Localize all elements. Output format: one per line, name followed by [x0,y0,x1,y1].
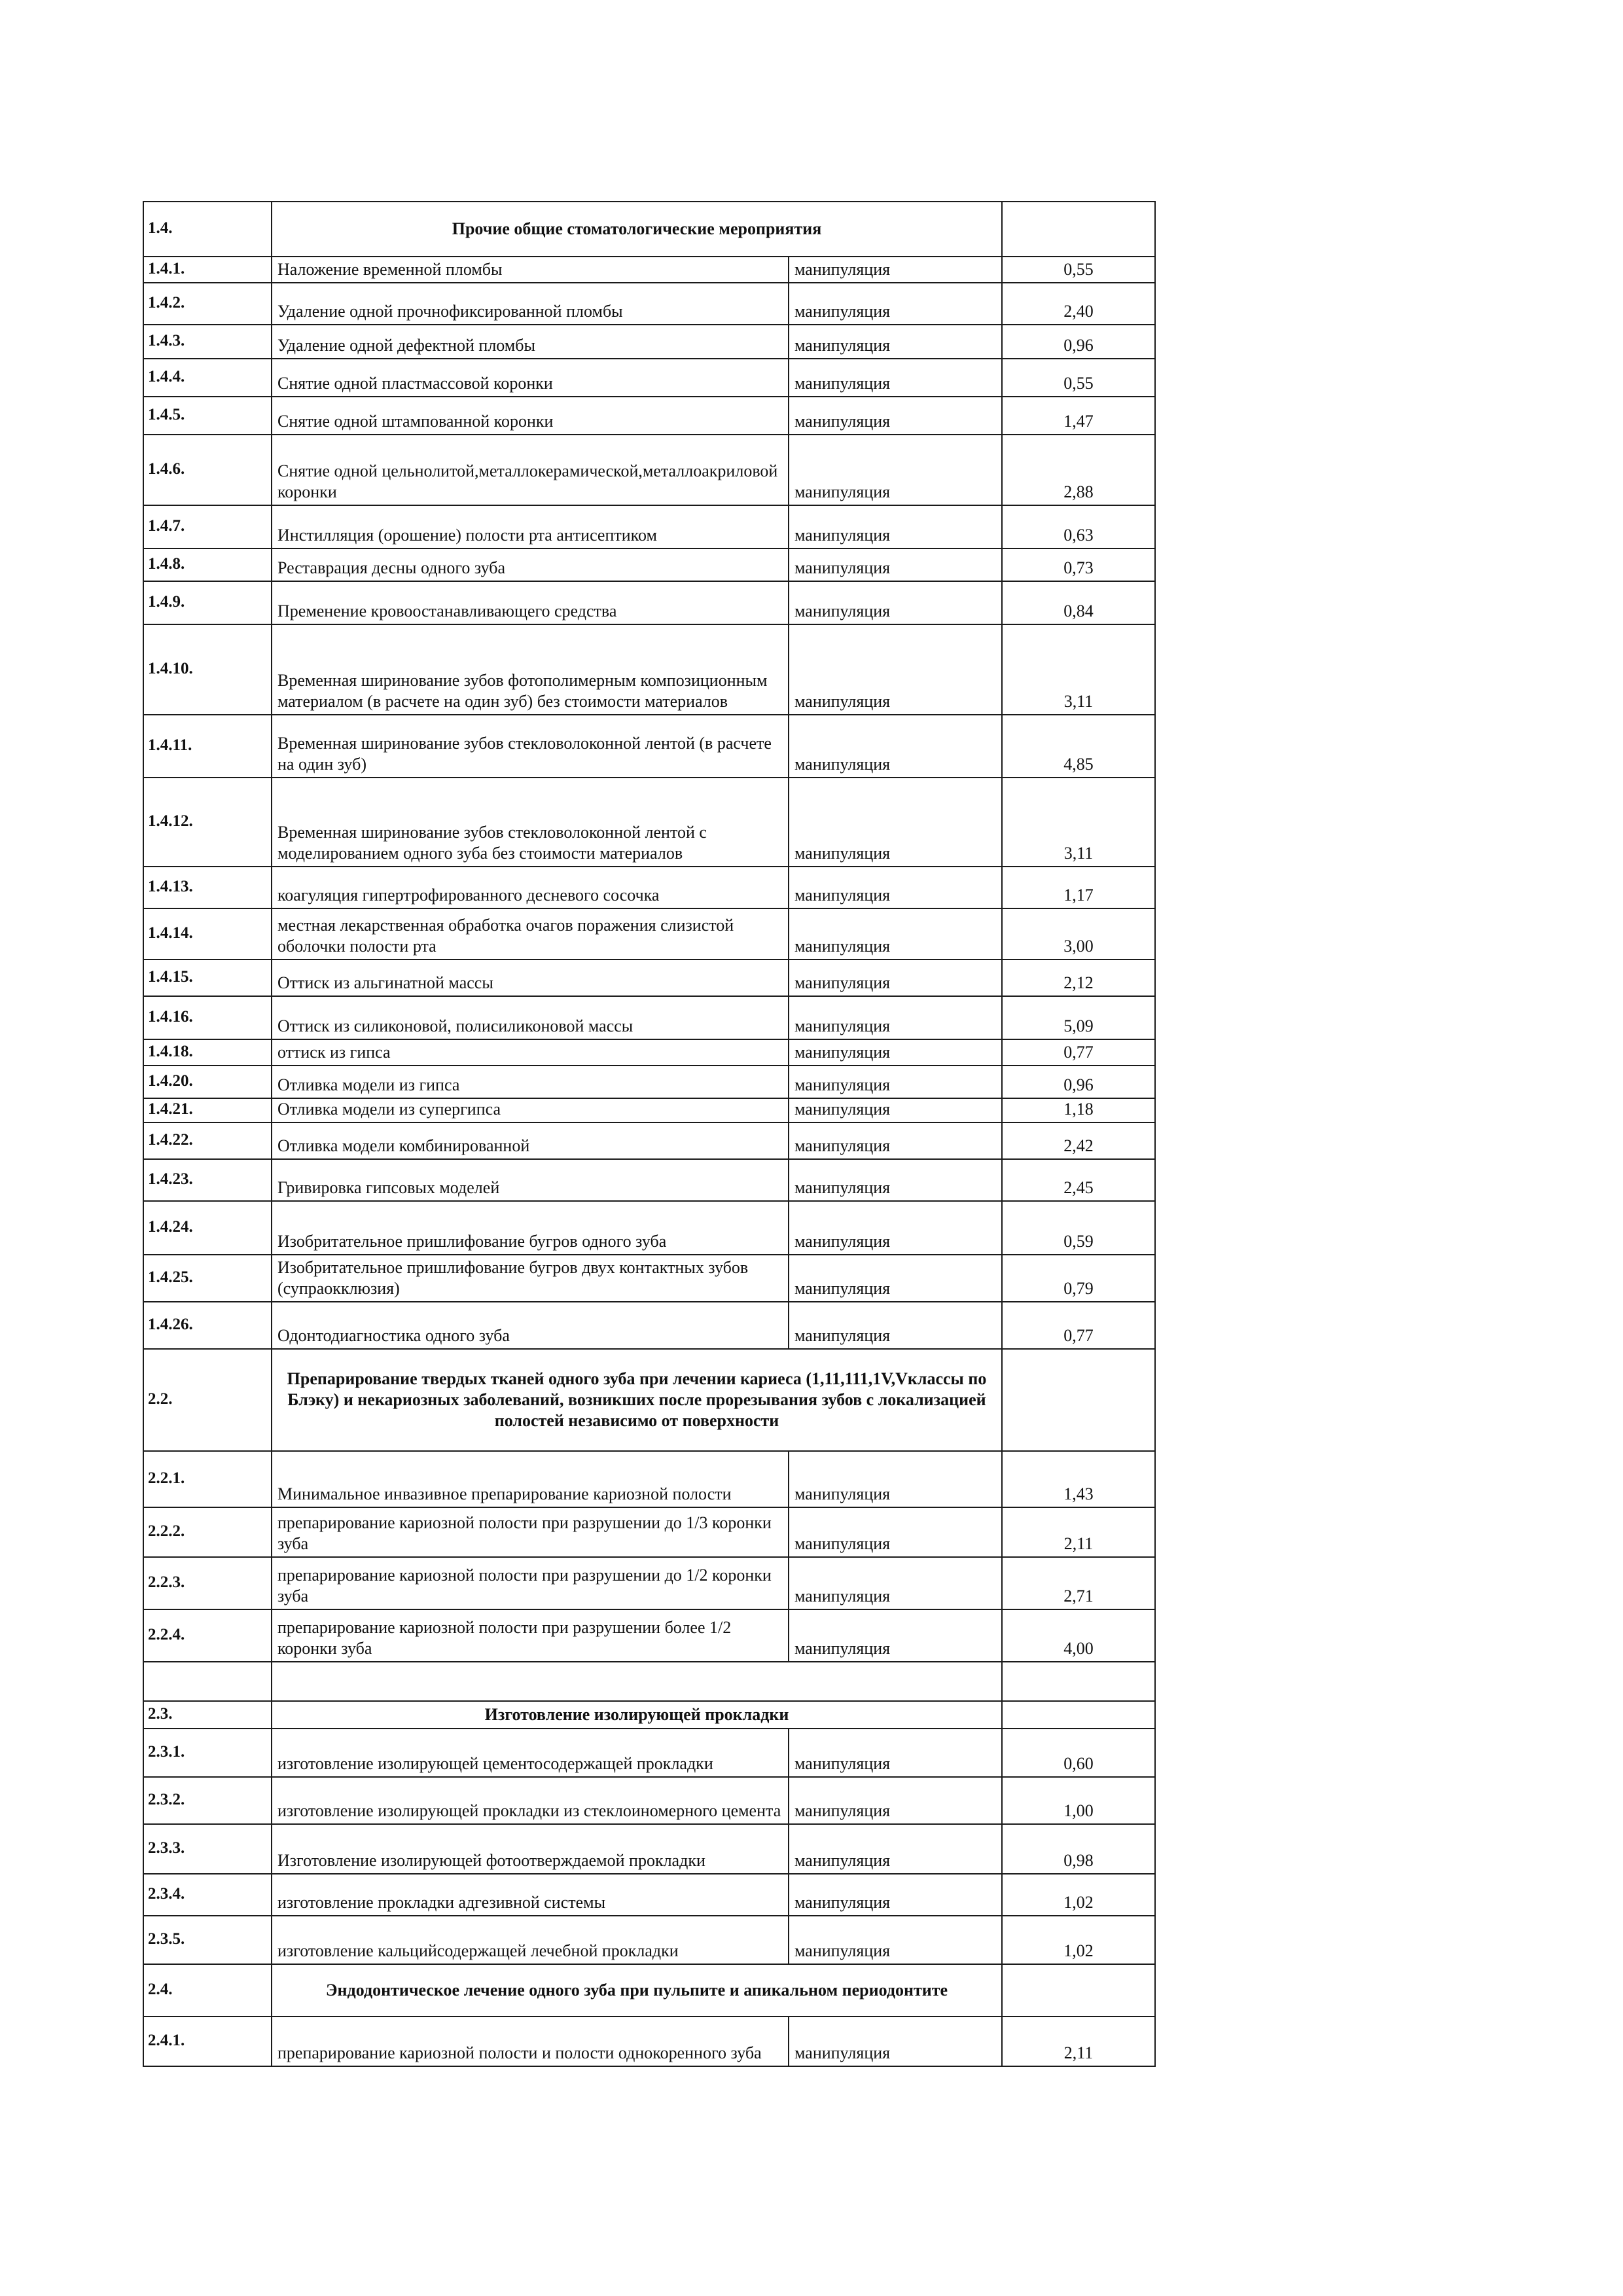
table-row [143,1729,1155,1777]
table-row [143,1609,1155,1662]
unit-cell: манипуляция [789,1255,1002,1302]
value-cell: 1,43 [1002,1451,1155,1507]
service-name: Наложение временной пломбы [272,257,789,283]
value-cell: 2,11 [1002,2017,1155,2066]
row-code: 1.4.23. [143,1159,272,1201]
value-cell: 5,09 [1002,996,1155,1039]
service-name: Удаление одной прочнофиксированной пломбы [272,283,789,325]
service-name: препарирование кариозной полости и полости однокоренного зуба [272,2017,789,2066]
unit-cell: манипуляция [789,1451,1002,1507]
section-empty-cell [1002,1964,1155,2017]
table-row [143,1451,1155,1507]
table-row [143,1777,1155,1824]
table-row [143,1507,1155,1557]
unit-cell: манипуляция [789,2017,1002,2066]
row-code: 2.2.4. [143,1609,272,1662]
value-cell: 0,96 [1002,1066,1155,1098]
table-row [143,1039,1155,1066]
unit-cell: манипуляция [789,960,1002,996]
service-name: препарирование кариозной полости при разрушении до 1/3 коронки зуба [272,1507,789,1557]
table-row [143,283,1155,325]
row-code: 1.4.3. [143,325,272,359]
table-row [143,1159,1155,1201]
service-name: Оттиск из силиконовой, полисиликоновой массы [272,996,789,1039]
unit-cell: манипуляция [789,283,1002,325]
row-code: 2.2.1. [143,1451,272,1507]
value-cell: 1,17 [1002,867,1155,908]
row-code: 1.4.24. [143,1201,272,1255]
value-cell: 0,63 [1002,505,1155,548]
section-code: 2.4. [143,1964,272,2017]
table-row [143,908,1155,960]
value-cell: 2,42 [1002,1122,1155,1159]
value-cell: 1,18 [1002,1098,1155,1122]
row-code: 2.3.1. [143,1729,272,1777]
table-row [143,505,1155,548]
table-row [143,1201,1155,1255]
service-name: Временная ширинование зубов стекловолоконной лентой (в расчете на один зуб) [272,715,789,778]
service-name: местная лекарственная обработка очагов поражения слизистой оболочки полости рта [272,908,789,960]
table-row [143,257,1155,283]
section-title: Прочие общие стоматологические мероприятия [272,202,1002,257]
service-name: изготовление кальцийсодержащей лечебной прокладки [272,1916,789,1964]
row-code: 1.4.18. [143,1039,272,1066]
service-name: Временная ширинование зубов стекловолоконной лентой с моделированием одного зуба без стоимости материалов [272,778,789,867]
value-cell: 0,98 [1002,1824,1155,1874]
value-cell: 3,00 [1002,908,1155,960]
table-row [143,1874,1155,1916]
row-code: 2.4.1. [143,2017,272,2066]
row-code: 1.4.20. [143,1066,272,1098]
unit-cell: манипуляция [789,581,1002,624]
row-code: 1.4.25. [143,1255,272,1302]
service-name: коагуляция гипертрофированного десневого сосочка [272,867,789,908]
unit-cell: манипуляция [789,1916,1002,1964]
service-name: Изобритательное пришлифование бугров двух контактных зубов (супраокклюзия) [272,1255,789,1302]
unit-cell: манипуляция [789,257,1002,283]
unit-cell: манипуляция [789,505,1002,548]
value-cell: 0,60 [1002,1729,1155,1777]
service-name: Изготовление изолирующей фотоотверждаемой прокладки [272,1824,789,1874]
service-name: Снятие одной штампованной коронки [272,397,789,435]
table-row [143,778,1155,867]
table-row [143,2017,1155,2066]
unit-cell: манипуляция [789,1874,1002,1916]
service-name: препарирование кариозной полости при разрушении более 1/2 коронки зуба [272,1609,789,1662]
unit-cell: манипуляция [789,867,1002,908]
unit-cell: манипуляция [789,1302,1002,1349]
table-row [143,1302,1155,1349]
service-name: Снятие одной пластмассовой коронки [272,359,789,397]
unit-cell: манипуляция [789,325,1002,359]
service-name: Пременение кровоостанавливающего средства [272,581,789,624]
table-row [143,397,1155,435]
section-title: Изготовление изолирующей прокладки [272,1701,1002,1729]
row-code: 1.4.5. [143,397,272,435]
value-cell: 0,96 [1002,325,1155,359]
value-cell: 4,00 [1002,1609,1155,1662]
table-row [143,359,1155,397]
blank-cell [272,1662,1002,1701]
section-header-row [143,1701,1155,1729]
table-row [143,1557,1155,1609]
unit-cell: манипуляция [789,996,1002,1039]
value-cell: 1,02 [1002,1916,1155,1964]
service-name: Изобритательное пришлифование бугров одного зуба [272,1201,789,1255]
row-code: 2.3.4. [143,1874,272,1916]
section-header-row [143,1964,1155,2017]
service-name: Снятие одной цельнолитой,металлокерамической,металлоакриловой коронки [272,435,789,505]
table-row [143,1824,1155,1874]
value-cell: 0,84 [1002,581,1155,624]
row-code: 1.4.7. [143,505,272,548]
table-row [143,1122,1155,1159]
table-body [143,202,1155,2066]
row-code: 1.4.22. [143,1122,272,1159]
row-code: 1.4.9. [143,581,272,624]
section-empty-cell [1002,1349,1155,1451]
table-row [143,1066,1155,1098]
table-row [143,435,1155,505]
service-name: Минимальное инвазивное препарирование кариозной полости [272,1451,789,1507]
blank-cell [143,1662,272,1701]
service-name: Гривировка гипсовых моделей [272,1159,789,1201]
section-empty-cell [1002,1701,1155,1729]
blank-cell [1002,1662,1155,1701]
service-name: Временная ширинование зубов фотополимерным композиционным материалом (в расчете на один зуб) без стоимости материалов [272,624,789,715]
row-code: 1.4.21. [143,1098,272,1122]
value-cell: 3,11 [1002,624,1155,715]
blank-row [143,1662,1155,1701]
unit-cell: манипуляция [789,1201,1002,1255]
service-name: Отливка модели комбинированной [272,1122,789,1159]
value-cell: 0,59 [1002,1201,1155,1255]
value-cell: 0,77 [1002,1039,1155,1066]
section-code: 1.4. [143,202,272,257]
section-header-row [143,202,1155,257]
row-code: 1.4.14. [143,908,272,960]
service-name: Удаление одной дефектной пломбы [272,325,789,359]
unit-cell: манипуляция [789,1609,1002,1662]
table-row [143,1255,1155,1302]
unit-cell: манипуляция [789,1507,1002,1557]
row-code: 1.4.15. [143,960,272,996]
value-cell: 3,11 [1002,778,1155,867]
row-code: 2.3.3. [143,1824,272,1874]
unit-cell: манипуляция [789,397,1002,435]
table-row [143,715,1155,778]
value-cell: 2,88 [1002,435,1155,505]
section-title: Препарирование твердых тканей одного зуба при лечении кариеса (1,11,111,1V,Vклассы по Блэку) и некариозных заболеваний, возникших после прорезывания зубов с локализацией полостей независимо от поверхности [272,1349,1002,1451]
row-code: 1.4.16. [143,996,272,1039]
unit-cell: манипуляция [789,359,1002,397]
row-code: 1.4.2. [143,283,272,325]
row-code: 1.4.1. [143,257,272,283]
value-cell: 1,47 [1002,397,1155,435]
service-name: изготовление изолирующей прокладки из стеклоиномерного цемента [272,1777,789,1824]
unit-cell: манипуляция [789,624,1002,715]
row-code: 1.4.4. [143,359,272,397]
service-name: изготовление изолирующей цементосодержащей прокладки [272,1729,789,1777]
row-code: 2.3.5. [143,1916,272,1964]
unit-cell: манипуляция [789,908,1002,960]
row-code: 1.4.10. [143,624,272,715]
unit-cell: манипуляция [789,778,1002,867]
value-cell: 1,00 [1002,1777,1155,1824]
value-cell: 1,02 [1002,1874,1155,1916]
unit-cell: манипуляция [789,1098,1002,1122]
unit-cell: манипуляция [789,1159,1002,1201]
service-name: Отливка модели из супергипса [272,1098,789,1122]
value-cell: 2,45 [1002,1159,1155,1201]
section-code: 2.3. [143,1701,272,1729]
service-name: Одонтодиагностика одного зуба [272,1302,789,1349]
section-title: Эндодонтическое лечение одного зуба при пульпите и апикальном периодонтите [272,1964,1002,2017]
unit-cell: манипуляция [789,1777,1002,1824]
unit-cell: манипуляция [789,1824,1002,1874]
row-code: 2.2.2. [143,1507,272,1557]
service-name: препарирование кариозной полости при разрушении до 1/2 коронки зуба [272,1557,789,1609]
table-row [143,548,1155,581]
value-cell: 2,40 [1002,283,1155,325]
row-code: 1.4.11. [143,715,272,778]
row-code: 1.4.26. [143,1302,272,1349]
table-row [143,624,1155,715]
row-code: 1.4.8. [143,548,272,581]
unit-cell: манипуляция [789,1729,1002,1777]
value-cell: 0,55 [1002,359,1155,397]
section-code: 2.2. [143,1349,272,1451]
unit-cell: манипуляция [789,1557,1002,1609]
row-code: 2.3.2. [143,1777,272,1824]
value-cell: 0,79 [1002,1255,1155,1302]
unit-cell: манипуляция [789,435,1002,505]
row-code: 1.4.6. [143,435,272,505]
value-cell: 0,73 [1002,548,1155,581]
value-cell: 2,12 [1002,960,1155,996]
service-name: Отливка модели из гипса [272,1066,789,1098]
table-row [143,960,1155,996]
value-cell: 0,77 [1002,1302,1155,1349]
row-code: 2.2.3. [143,1557,272,1609]
section-header-row [143,1349,1155,1451]
table-row [143,996,1155,1039]
table-row [143,1098,1155,1122]
service-name: Оттиск из альгинатной массы [272,960,789,996]
row-code: 1.4.13. [143,867,272,908]
unit-cell: манипуляция [789,1066,1002,1098]
price-table [143,201,1156,2067]
value-cell: 0,55 [1002,257,1155,283]
section-empty-cell [1002,202,1155,257]
row-code: 1.4.12. [143,778,272,867]
value-cell: 2,71 [1002,1557,1155,1609]
service-name: изготовление прокладки адгезивной системы [272,1874,789,1916]
table-row [143,581,1155,624]
value-cell: 4,85 [1002,715,1155,778]
unit-cell: манипуляция [789,1122,1002,1159]
table-row [143,325,1155,359]
value-cell: 2,11 [1002,1507,1155,1557]
unit-cell: манипуляция [789,715,1002,778]
service-name: оттиск из гипса [272,1039,789,1066]
service-name: Инстилляция (орошение) полости рта антисептиком [272,505,789,548]
table-row [143,1916,1155,1964]
unit-cell: манипуляция [789,1039,1002,1066]
unit-cell: манипуляция [789,548,1002,581]
table-row [143,867,1155,908]
service-name: Реставрация десны одного зуба [272,548,789,581]
